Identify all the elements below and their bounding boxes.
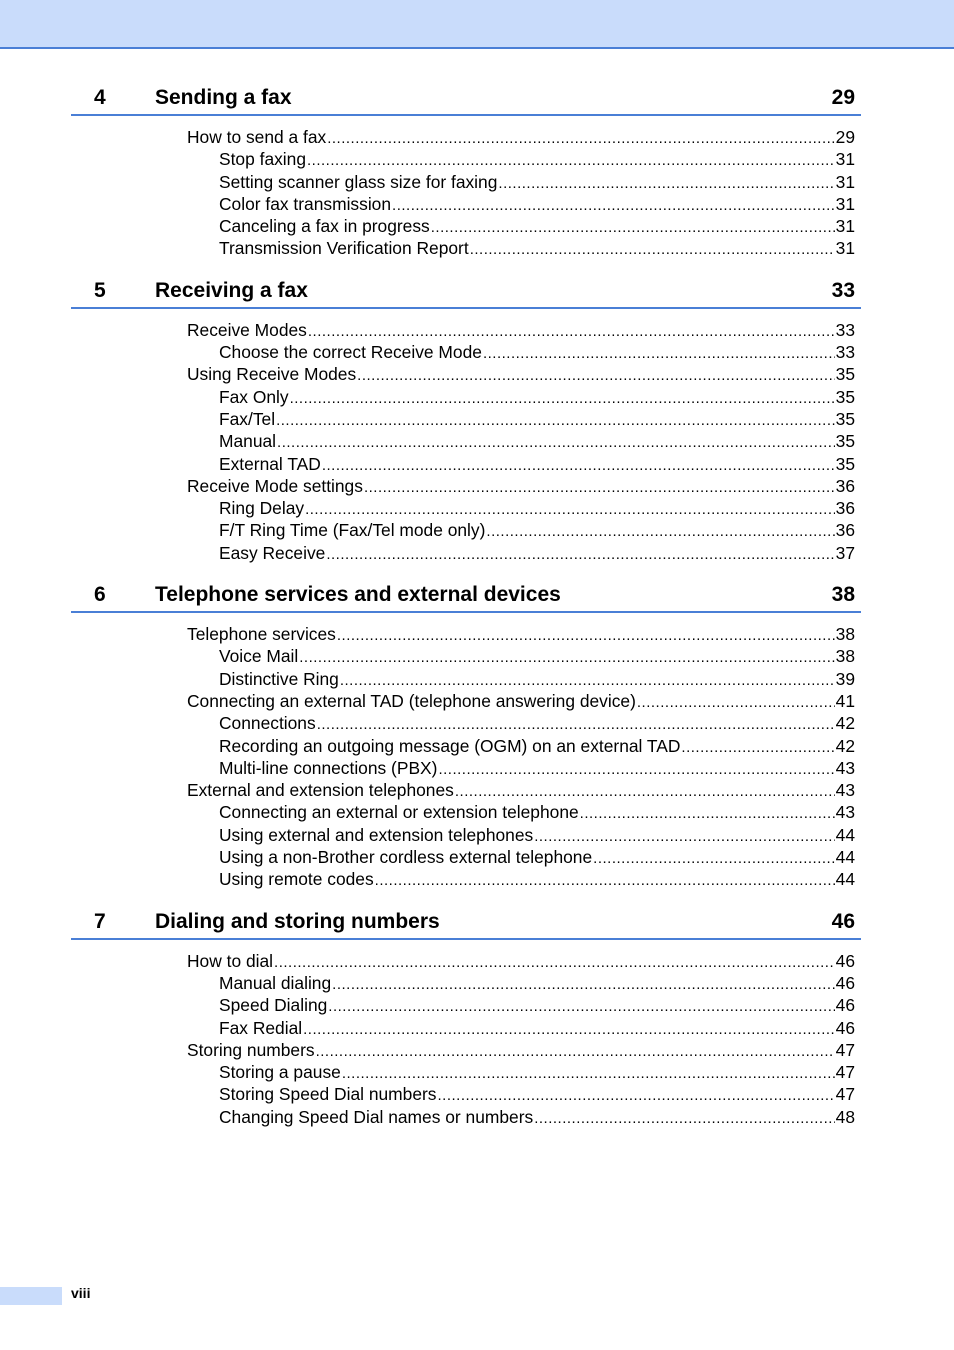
toc-entry-label: Easy Receive xyxy=(219,542,326,563)
dot-leader xyxy=(274,952,835,974)
toc-entry[interactable] xyxy=(71,712,861,734)
toc-entry[interactable] xyxy=(71,690,861,712)
toc-entry-label: Speed Dialing xyxy=(219,995,328,1016)
toc-entry[interactable] xyxy=(71,497,861,519)
toc-entry-label: Connecting an external or extension telephone xyxy=(219,802,579,823)
toc-entry-label: External and extension telephones xyxy=(187,780,454,801)
toc-entry-label: Distinctive Ring xyxy=(219,668,339,689)
toc-entry[interactable] xyxy=(71,868,861,890)
toc-entry-page: 31 xyxy=(835,216,855,237)
dot-leader xyxy=(438,1085,835,1107)
toc-entry-label: Changing Speed Dial names or numbers xyxy=(219,1106,534,1127)
toc-entry-page: 43 xyxy=(835,757,855,778)
toc-entry-label: Voice Mail xyxy=(219,646,299,667)
toc-entry-label: How to dial xyxy=(187,950,274,971)
toc-entry-label: Recording an outgoing message (OGM) on an external TAD xyxy=(219,735,681,756)
toc-entry-label: F/T Ring Time (Fax/Tel mode only) xyxy=(219,520,486,541)
dot-leader xyxy=(326,544,834,566)
dot-leader xyxy=(392,195,835,217)
toc-entry-label: Transmission Verification Report xyxy=(219,238,469,259)
dot-leader xyxy=(303,1019,835,1041)
toc-entry-label: Multi-line connections (PBX) xyxy=(219,757,438,778)
toc-entry-label: Setting scanner glass size for faxing xyxy=(219,171,498,192)
toc-entry-page: 41 xyxy=(835,690,855,711)
toc-entry-label: Receive Modes xyxy=(187,319,307,340)
toc-entry-page: 44 xyxy=(835,824,855,845)
toc-entry-page: 47 xyxy=(835,1039,855,1060)
chapter-number: 7 xyxy=(94,909,106,933)
toc-entry[interactable] xyxy=(71,408,861,430)
dot-leader xyxy=(340,670,835,692)
dot-leader xyxy=(332,974,835,996)
dot-leader xyxy=(483,343,835,365)
toc-entry-page: 47 xyxy=(835,1084,855,1105)
chapter-page: 46 xyxy=(831,909,855,933)
toc-entry-list xyxy=(71,116,861,260)
chapter-heading[interactable] xyxy=(71,583,861,613)
toc-entry-page: 42 xyxy=(835,713,855,734)
dot-leader xyxy=(375,870,835,892)
toc-entry[interactable] xyxy=(71,668,861,690)
toc-entry-label: Fax Redial xyxy=(219,1017,303,1038)
toc-entry-page: 35 xyxy=(835,408,855,429)
toc-entry-label: Fax Only xyxy=(219,386,289,407)
dot-leader xyxy=(317,714,835,736)
header-band xyxy=(0,0,954,49)
toc-entry-label: Storing numbers xyxy=(187,1039,315,1060)
toc-entry[interactable] xyxy=(71,623,861,645)
toc-entry-page: 31 xyxy=(835,149,855,170)
toc-entry-page: 31 xyxy=(835,193,855,214)
toc-entry-label: Telephone services xyxy=(187,624,336,645)
toc-entry[interactable] xyxy=(71,994,861,1016)
dot-leader xyxy=(593,848,835,870)
dot-leader xyxy=(431,217,835,239)
toc-entry[interactable] xyxy=(71,1061,861,1083)
chapter-section xyxy=(71,583,861,891)
toc-entry[interactable] xyxy=(71,237,861,259)
chapter-heading[interactable] xyxy=(71,279,861,309)
dot-leader xyxy=(277,432,835,454)
toc-entry-page: 31 xyxy=(835,238,855,259)
chapter-title: Telephone services and external devices xyxy=(155,583,561,607)
toc-entry[interactable] xyxy=(71,824,861,846)
chapter-page: 29 xyxy=(831,86,855,109)
toc-entry[interactable] xyxy=(71,645,861,667)
dot-leader xyxy=(316,1041,835,1063)
dot-leader xyxy=(455,781,835,803)
toc-entry[interactable] xyxy=(71,386,861,408)
toc-entry-page: 36 xyxy=(835,498,855,519)
dot-leader xyxy=(308,321,835,343)
toc-entry-page: 46 xyxy=(835,1017,855,1038)
toc-entry[interactable] xyxy=(71,215,861,237)
toc-entry[interactable] xyxy=(71,319,861,341)
toc-entry[interactable] xyxy=(71,475,861,497)
toc-entry[interactable] xyxy=(71,1017,861,1039)
toc-entry-label: Using a non-Brother cordless external telephone xyxy=(219,847,593,868)
toc-entry-list xyxy=(71,309,861,564)
chapter-title: Sending a fax xyxy=(155,86,292,109)
toc-entry[interactable] xyxy=(71,148,861,170)
dot-leader xyxy=(337,625,835,647)
toc-entry-page: 44 xyxy=(835,847,855,868)
toc-entry[interactable] xyxy=(71,1106,861,1128)
dot-leader xyxy=(486,521,834,543)
toc-entry-page: 35 xyxy=(835,431,855,452)
toc-entry-page: 31 xyxy=(835,171,855,192)
toc-entry-label: Stop faxing xyxy=(219,149,307,170)
chapter-section xyxy=(71,86,861,260)
toc-entry-page: 46 xyxy=(835,950,855,971)
dot-leader xyxy=(322,455,835,477)
toc-entry[interactable] xyxy=(71,542,861,564)
dot-leader xyxy=(534,1108,834,1130)
toc-entry-page: 47 xyxy=(835,1062,855,1083)
toc-entry-list xyxy=(71,940,861,1128)
toc-entry[interactable] xyxy=(71,735,861,757)
toc-entry-page: 43 xyxy=(835,780,855,801)
toc-entry[interactable] xyxy=(71,126,861,148)
chapter-number: 5 xyxy=(94,278,106,302)
toc-entry-label: Canceling a fax in progress xyxy=(219,216,430,237)
toc-entry-page: 33 xyxy=(835,342,855,363)
dot-leader xyxy=(534,826,834,848)
page-number: viii xyxy=(71,1285,91,1301)
toc-entry[interactable] xyxy=(71,1083,861,1105)
toc-entry-label: Color fax transmission xyxy=(219,193,392,214)
toc-entry-page: 37 xyxy=(835,542,855,563)
toc-entry-page: 42 xyxy=(835,735,855,756)
toc-entry-label: Storing Speed Dial numbers xyxy=(219,1084,437,1105)
table-of-contents xyxy=(71,86,861,1147)
chapter-heading[interactable] xyxy=(71,86,861,116)
chapter-number: 6 xyxy=(94,583,106,607)
chapter-title: Receiving a fax xyxy=(155,278,308,302)
toc-entry-label: Connections xyxy=(219,713,316,734)
toc-entry-page: 33 xyxy=(835,319,855,340)
dot-leader xyxy=(681,737,834,759)
toc-entry[interactable] xyxy=(71,757,861,779)
toc-entry-page: 35 xyxy=(835,386,855,407)
toc-entry-label: Using external and extension telephones xyxy=(219,824,534,845)
toc-entry-page: 29 xyxy=(835,127,855,147)
toc-entry-label: Using remote codes xyxy=(219,869,374,890)
chapter-page: 38 xyxy=(831,583,855,607)
toc-entry[interactable] xyxy=(71,171,861,193)
toc-entry-page: 38 xyxy=(835,646,855,667)
toc-entry[interactable] xyxy=(71,1039,861,1061)
chapter-section xyxy=(71,910,861,1128)
toc-entry-label: Connecting an external TAD (telephone answering device) xyxy=(187,690,636,711)
toc-entry-list xyxy=(71,613,861,891)
toc-entry-page: 35 xyxy=(835,453,855,474)
toc-entry-page: 36 xyxy=(835,520,855,541)
toc-entry[interactable] xyxy=(71,779,861,801)
dot-leader xyxy=(307,150,835,172)
toc-entry-label: Ring Delay xyxy=(219,498,305,519)
dot-leader xyxy=(328,996,834,1018)
chapter-heading[interactable] xyxy=(71,910,861,940)
toc-entry-page: 38 xyxy=(835,624,855,645)
toc-entry-page: 43 xyxy=(835,802,855,823)
dot-leader xyxy=(364,477,835,499)
toc-entry-label: How to send a fax xyxy=(187,127,327,147)
toc-entry[interactable] xyxy=(71,193,861,215)
toc-entry[interactable] xyxy=(71,801,861,823)
dot-leader xyxy=(357,365,835,387)
toc-entry-page: 46 xyxy=(835,995,855,1016)
dot-leader xyxy=(498,173,834,195)
toc-entry[interactable] xyxy=(71,453,861,475)
toc-entry-label: External TAD xyxy=(219,453,321,474)
chapter-title: Dialing and storing numbers xyxy=(155,909,440,933)
dot-leader xyxy=(327,128,834,150)
dot-leader xyxy=(299,647,834,669)
footer-band xyxy=(0,1287,62,1305)
chapter-page: 33 xyxy=(831,278,855,302)
dot-leader xyxy=(470,239,835,261)
toc-entry-label: Using Receive Modes xyxy=(187,364,357,385)
toc-entry-page: 35 xyxy=(835,364,855,385)
toc-entry-label: Manual dialing xyxy=(219,972,332,993)
toc-entry-page: 39 xyxy=(835,668,855,689)
dot-leader xyxy=(438,759,834,781)
toc-entry-label: Receive Mode settings xyxy=(187,475,363,496)
toc-entry[interactable] xyxy=(71,341,861,363)
chapter-number: 4 xyxy=(94,86,106,109)
dot-leader xyxy=(290,388,835,410)
toc-entry-label: Manual xyxy=(219,431,277,452)
toc-entry-page: 46 xyxy=(835,972,855,993)
toc-entry[interactable] xyxy=(71,363,861,385)
toc-entry-page: 36 xyxy=(835,475,855,496)
toc-entry-label: Storing a pause xyxy=(219,1062,341,1083)
chapter-section xyxy=(71,279,861,564)
dot-leader xyxy=(305,499,835,521)
dot-leader xyxy=(637,692,835,714)
dot-leader xyxy=(342,1063,835,1085)
toc-entry[interactable] xyxy=(71,430,861,452)
toc-entry[interactable] xyxy=(71,972,861,994)
dot-leader xyxy=(276,410,835,432)
toc-entry-label: Choose the correct Receive Mode xyxy=(219,342,482,363)
dot-leader xyxy=(580,803,835,825)
toc-entry[interactable] xyxy=(71,846,861,868)
toc-entry[interactable] xyxy=(71,950,861,972)
toc-entry[interactable] xyxy=(71,519,861,541)
toc-entry-page: 44 xyxy=(835,869,855,890)
toc-entry-page: 48 xyxy=(835,1106,855,1127)
toc-entry-label: Fax/Tel xyxy=(219,408,276,429)
